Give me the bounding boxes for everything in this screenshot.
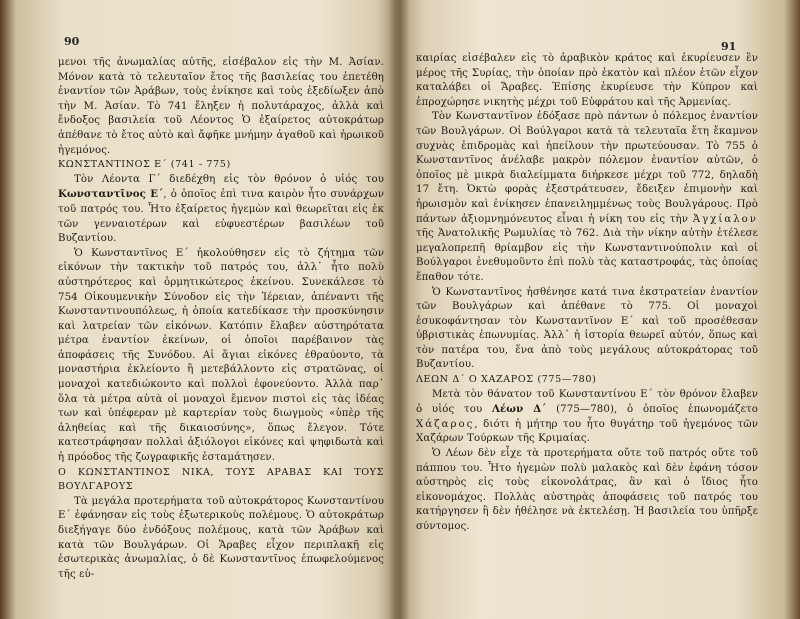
left-paragraph-2-end: , ὁ ὁποῖος ἐπὶ τινα καιρὸν ἦτο συνάρχων τοῦ πατρός του. Ἦτο ἐξαίρετος ἡγεμὼν καὶ θεωρεῖται εἰς ἐκ τῶν γενναιοτέρων καὶ εὐφυεστέρων βασιλέων τοῦ Βυζαντίου. bbox=[58, 189, 384, 245]
left-page bbox=[0, 0, 392, 619]
right-paragraph-2-start: Τὸν Κωνσταντῖνον ἐδόξασε πρὸ πάντων ὁ πόλεμος ἐναντίον τῶν Βουλγάρων. Οἱ Βούλγαροι κατὰ τὰ τελευταῖα ἔτη ἔκαμνον συχνὰς ἐπιδρομὰς καὶ ἠπείλουν τὴν πρωτεύουσαν. Τὸ 755 ὁ Κωνσταντῖνος ἀνέλαβε μακρὸν πόλεμον ἐναντίον αὐτῶν, ὁ ὁποῖος μὲ μικρὰ διαλείμματα διήρκεσε μέχρι τοῦ 772, δηλαδὴ 17 ἔτη. Ὀκτὼ φορὰς ἐξεστράτευσεν, ἔδειξεν ἐπιμονὴν καὶ ἡρωισμὸν καὶ ἐνίκησεν ἐπανειλημμένως τοὺς Βουλγάρους. Πρὸ πάντων ἀξιομνημόνευτος εἶναι ἡ νίκη του εἰς τὴν bbox=[416, 111, 758, 225]
page-number-left: 90 bbox=[64, 35, 80, 48]
right-paragraph-5: Ὁ Λέων δὲν εἶχε τὰ προτερήματα οὔτε τοῦ πατρός οὔτε τοῦ πάππου του. Ἦτο ἡγεμὼν πολὺ μαλακὸς καὶ δὲν ἐφάνη τόσον αὐστηρὸς εἰς τοὺς εἰκονολάτρας, ἂν καὶ ὁ ἴδιος ἦτο εἰκονομάχος. Πολλὰς αὐστηρὰς ἀποφάσεις τοῦ πατρός του κατήργησεν ἢ δὲν ἠθέλησε νὰ ἐκτελέσῃ. Ἡ βασιλεία του ὑπῆρξε σύντομος. bbox=[416, 448, 758, 532]
right-paragraph-2 bbox=[416, 110, 758, 285]
left-text-column bbox=[58, 56, 384, 582]
right-text-column bbox=[416, 52, 758, 535]
left-paragraph-2-start: Τὸν Λέοντα Γ΄ διεδέχθη εἰς τὸν θρόνον ὁ υἱός του bbox=[74, 173, 384, 185]
right-paragraph-4-mid: (775—780), ὁ ὁποῖος ἐπωνομάζετο bbox=[546, 404, 758, 416]
right-page bbox=[400, 0, 800, 619]
left-paragraph-2 bbox=[58, 173, 384, 247]
right-paragraph-4-start: Μετὰ τὸν θάνατον τοῦ Κωνσταντίνου Ε΄ τὸν θρόνον ἔλαβεν ὁ υἱός του bbox=[416, 388, 758, 416]
right-paragraph-1: καιρίας εἰσέβαλεν εἰς τὸ ἀραβικὸν κράτος καὶ ἐκυρίευσεν ἓν μέρος τῆς Συρίας, τὴν ὁποίαν πρὸ ἑκατὸν καὶ πλέον ἐτῶν εἶχον καταλάβει οἱ Ἄραβες. Ἐπίσης ἐκυρίευσε τὴν Κύπρον καὶ ἐπροχώρησε νικητὴς μέχρι τοῦ Εὐφράτου καὶ τῆς Ἀρμενίας. bbox=[416, 53, 758, 108]
right-paragraph-4-bold: Λέων Δ΄ bbox=[491, 403, 547, 416]
right-heading: ΛΕΩΝ Δ΄ Ο ΧΑΖΑΡΟΣ (775—780) bbox=[416, 374, 597, 386]
left-paragraph-1: μενοι τῆς ἀνωμαλίας αὐτῆς, εἰσέβαλον εἰς τὴν Μ. Ἀσίαν. Μόνον κατὰ τὸ τελευταῖον ἔτος τῆς βασιλείας του ἐπετέθη ἐναντίον τῶν Ἀράβων, τοὺς ἐνίκησε καὶ τοὺς ἐξεδίωξεν ἀπὸ τὴν Μ. Ἀσίαν. Τὸ 741 ἔληξεν ἡ πολυτάραχος, ἀλλὰ καὶ ἔνδοξος βασιλεία τοῦ Λέοντος Ὁ ἐξαίρετος αὐτοκράτωρ ἀπέθανε τὸ ἔτος αὐτὸ καὶ ἄφῆκε μνήμην ἀγαθοῦ καὶ ἡρωικοῦ ἡγεμόνος. bbox=[58, 57, 384, 156]
left-paragraph-3: Ὁ Κωνσταντῖνος Ε΄ ἠκολούθησεν εἰς τὸ ζήτημα τῶν εἰκόνων τὴν τακτικὴν τοῦ πατρός του, ἀλλ᾽ ἦτο πολὺ αὐστηρότερος καὶ ὁρμητικώτερος ἐκείνου. Συνεκάλεσε τὸ 754 Οἰκουμενικὴν Σύνοδον εἰς τὴν Ἱέρειαν, ἀπέναντι τῆς Κωνσταντινουπόλεως, ἡ ὁποία κατεδίκασε τὴν προσκύνησιν καὶ λατρείαν τῶν εἰκόνων. Κατόπιν ἔλαβεν αὐστηρότατα μέτρα ἐναντίον ἐκείνων, οἱ ὁποῖοι παρέβαινον τὰς ἀποφάσεις τῆς Συνόδου. Αἱ ἅγιαι εἰκόνες ἐθραύοντο, τὰ μοναστήρια ἐκλείοντο ἢ μετεβάλλοντο εἰς στρατῶνας, οἱ μοναχοὶ κατεδιώκοντο καὶ πολλοὶ ἐφονεύοντο. Ἀλλὰ παρ᾽ ὅλα τὰ μέτρα αὐτὰ οἱ μοναχοὶ ἔμενον πιστοὶ εἰς τὰς ἰδέας των καὶ ὑπέφεραν μὲ καρτερίαν τοὺς διωγμοὺς «ὑπὲρ τῆς ἀληθείας καὶ τῆς δικαιοσύνης», ὅπως ἔλεγον. Τότε κατεστράφησαν πολλαὶ ἀξιόλογοι εἰκόνες καὶ ψηφιδωτὰ καὶ ἡ πρόοδος τῆς ζωγραφικῆς ἐσταμάτησεν. bbox=[58, 247, 384, 464]
right-paragraph-4-spaced: Χάζαρος bbox=[416, 418, 475, 430]
left-paragraph-2-bold: Κωνσταντῖνος Ε΄ bbox=[58, 188, 164, 201]
right-paragraph-2-spaced: Ἀγχίαλον bbox=[692, 213, 758, 225]
right-paragraph-4-end: , διότι ἡ μήτηρ του ἦτο θυγάτηρ τοῦ ἡγεμόνος τῶν Χαζάρων Τούρκων τῆς Κριμαίας. bbox=[416, 418, 758, 445]
page-number-right: 91 bbox=[721, 40, 737, 53]
left-heading-1: ΚΩΝΣΤΑΝΤΙΝΟΣ Ε΄ (741 - 775) bbox=[58, 159, 231, 171]
left-paragraph-4: Τὰ μεγάλα προτερήματα τοῦ αὐτοκράτορος Κωνσταντίνου Ε΄ ἐφάνησαν εἰς τοὺς ἐξωτερικοὺς πολέμους. Ὁ αὐτοκράτωρ διεξήγαγε δύο ἐνδόξους πολέμους, κατὰ τῶν Ἀράβων καὶ κατὰ τῶν Βουλγάρων. Οἱ Ἄραβες εἶχον περιπλακῆ εἰς ἐσωτερικὰς ἀνωμαλίας, ὁ δὲ Κωνσταντῖνος ἐπωφελούμενος τῆς εὐ- bbox=[58, 495, 384, 580]
right-paragraph-3: Ὁ Κωνσταντῖνος ἠσθένησε κατά τινα ἐκστρατείαν ἐναντίον τῶν Βουλγάρων καὶ ἀπέθανε τὸ 775. Οἱ μοναχοὶ ἐσυκοφάντησαν τὸν Κωνσταντῖνον Ε΄ καὶ τοῦ προσέθεσαν ὑβριστικὰς ἐπωνυμίας. Ἀλλ᾽ ἡ ἱστορία θεωρεῖ αὐτόν, ὅπως καὶ τὸν πατέρα του, ἕνα ἀπὸ τοὺς μεγάλους αὐτοκράτορας τοῦ Βυζαντίου. bbox=[416, 286, 758, 371]
right-paragraph-2-end: τῆς Ἀνατολικῆς Ρωμυλίας τὸ 762. Διὰ τὴν νίκην αὐτὴν ἐτέλεσε μεγαλοπρεπῆ θρίαμβον εἰς τὴν Κωνσταντινούπολιν καὶ οἱ Βούλγαροι ἐνεθυμοῦντο ἐπὶ πολὺ τὰς καταστροφάς, τὰς ὁποίας ἔπαθον τότε. bbox=[416, 228, 758, 283]
left-heading-2: Ο ΚΩΝΣΤΑΝΤΙΝΟΣ ΝΙΚΑ, ΤΟΥΣ ΑΡΑΒΑΣ ΚΑΙ ΤΟΥΣ ΒΟΥΛΓΑΡΟΥΣ bbox=[58, 466, 384, 493]
right-paragraph-4 bbox=[416, 388, 758, 447]
